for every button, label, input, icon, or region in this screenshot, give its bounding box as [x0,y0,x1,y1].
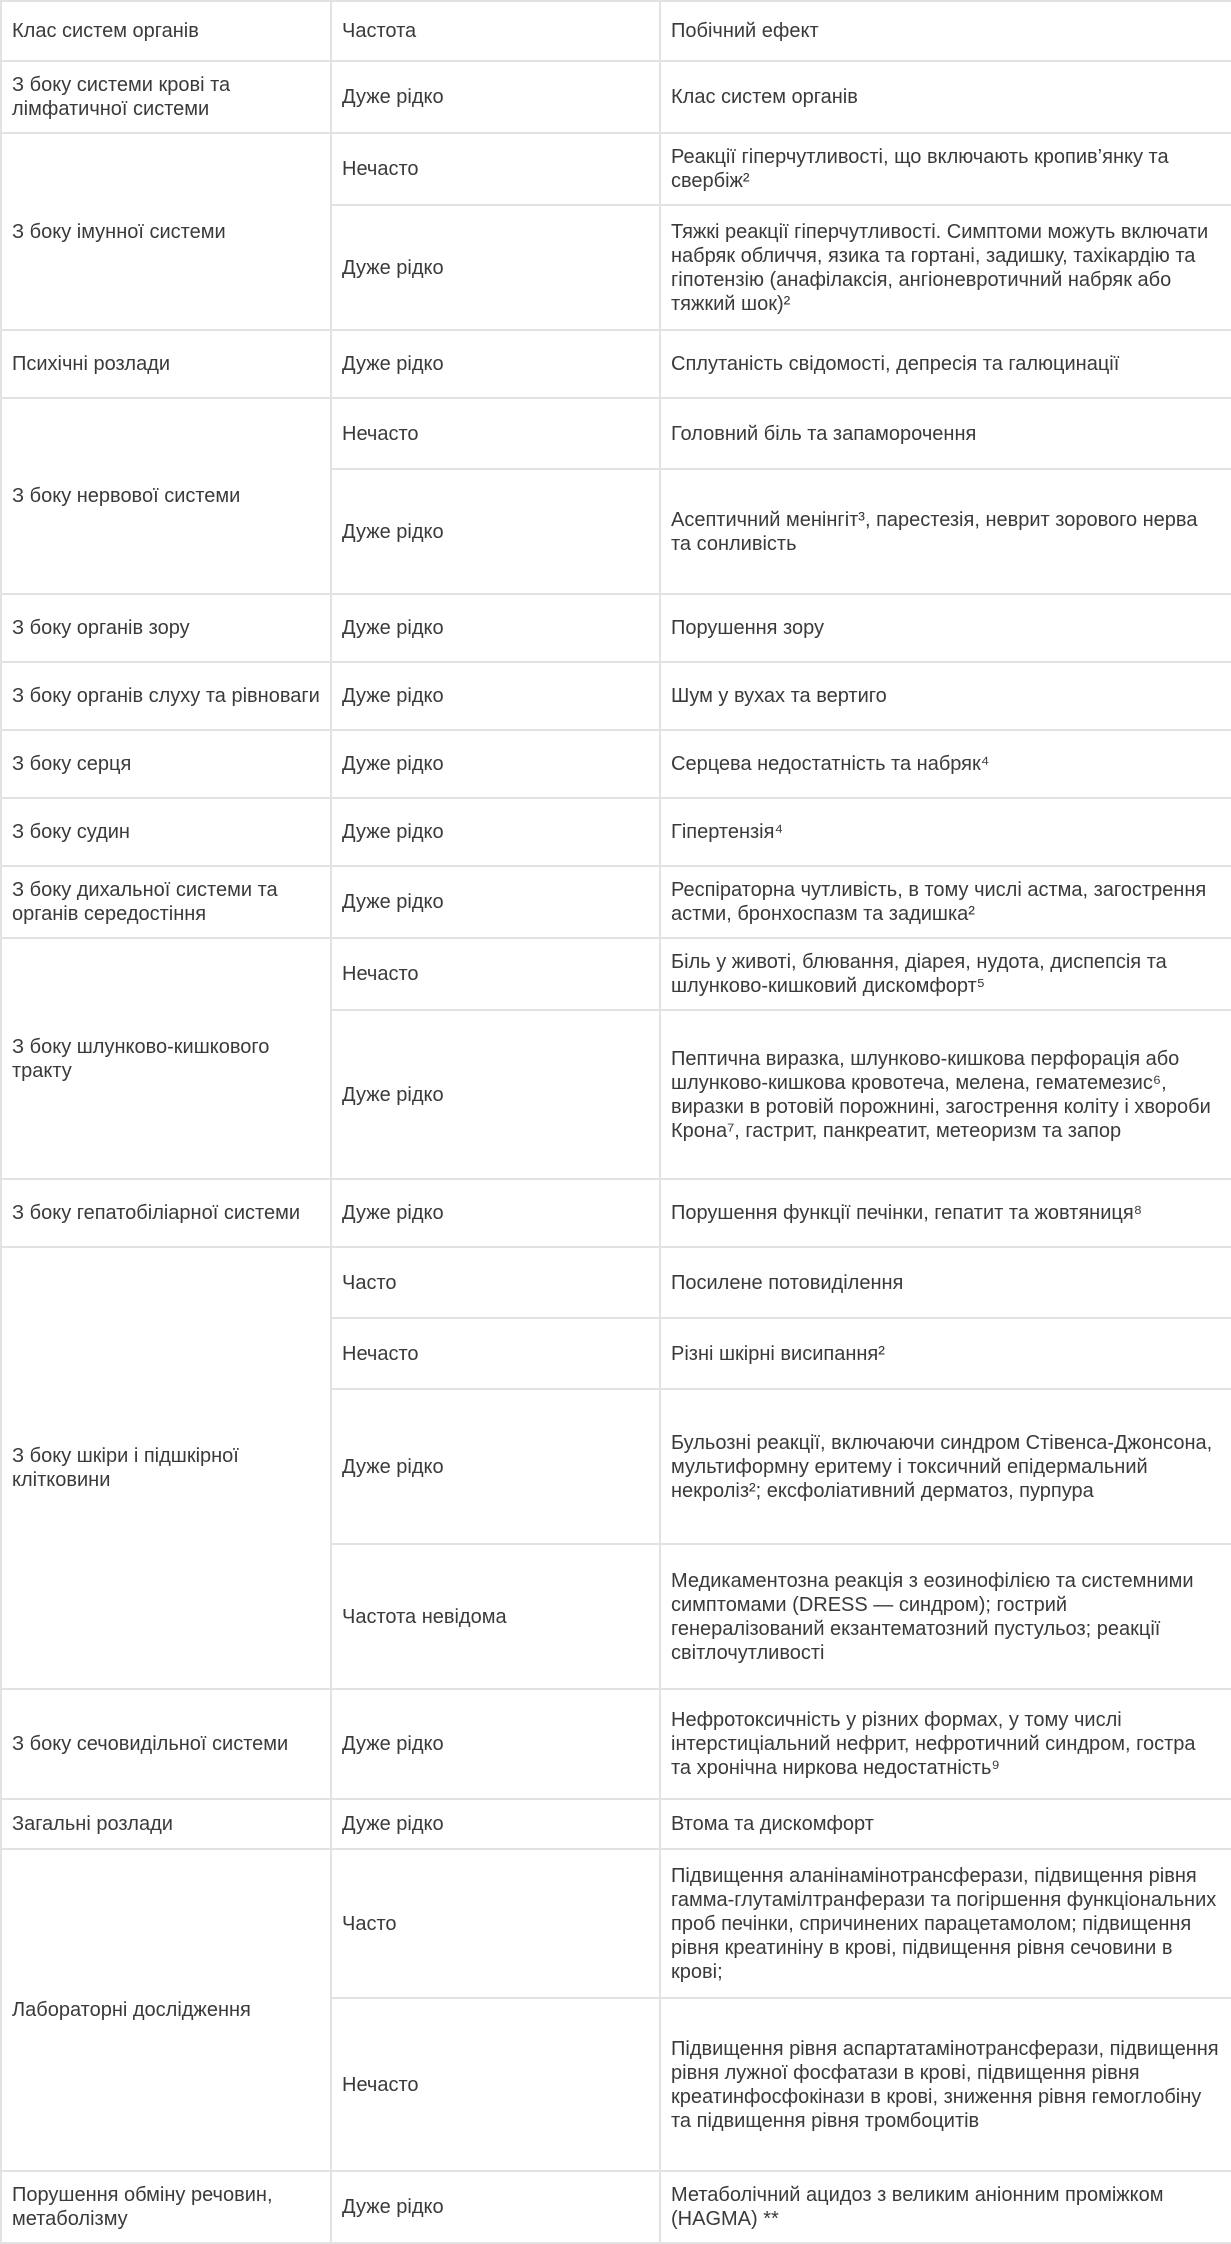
frequency-cell: Дуже рідко [331,594,660,662]
organ-class-cell: З боку шлунково-кишкового тракту [1,938,331,1179]
side-effect-cell: Пептична виразка, шлунково-кишкова перфорація або шлунково-кишкова кровотеча, мелена, гематемезис⁶, виразки в ротовій порожнині, загострення коліту і хвороби Крона⁷, гастрит, панкреатит, метеоризм та запор [660,1010,1231,1179]
header-organ-class: Клас систем органів [1,1,331,61]
organ-class-cell: З боку системи крові та лімфатичної системи [1,61,331,133]
frequency-cell: Нечасто [331,133,660,205]
table-row [1,730,1231,798]
table-row [1,1247,1231,1318]
frequency-cell: Нечасто [331,398,660,469]
side-effect-cell: Респіраторна чутливість, в тому числі астма, загострення астми, бронхоспазм та задишка² [660,866,1231,938]
side-effect-cell: Порушення функції печінки, гепатит та жовтяниця⁸ [660,1179,1231,1247]
side-effect-cell: Втома та дискомфорт [660,1799,1231,1849]
frequency-cell: Дуже рідко [331,1389,660,1544]
side-effect-cell: Порушення зору [660,594,1231,662]
frequency-cell: Дуже рідко [331,330,660,398]
side-effect-cell: Підвищення рівня аспартатамінотрансферази, підвищення рівня лужної фосфатази в крові, підвищення рівня креатинфосфокінази в крові, зниження рівня гемоглобіну та підвищення рівня тромбоцитів [660,1998,1231,2171]
frequency-cell: Часто [331,1849,660,1998]
side-effect-cell: Гіпертензія⁴ [660,798,1231,866]
side-effect-cell: Бульозні реакції, включаючи синдром Стівенса-Джонсона, мультиформну еритему і токсичний епідермальний некроліз²; ексфоліативний дерматоз, пурпура [660,1389,1231,1544]
organ-class-cell: З боку імунної системи [1,133,331,330]
side-effect-cell: Тяжкі реакції гіперчутливості. Симптоми можуть включати набряк обличчя, язика та гортані, задишку, тахікардію та гіпотензію (анафілаксія, ангіоневротичний набряк або тяжкий шок)² [660,205,1231,330]
organ-class-cell: З боку дихальної системи та органів середостіння [1,866,331,938]
frequency-cell: Частота невідома [331,1544,660,1689]
organ-class-cell: Лабораторні дослідження [1,1849,331,2171]
side-effect-cell: Головний біль та запаморочення [660,398,1231,469]
table-row [1,1179,1231,1247]
frequency-cell: Дуже рідко [331,1179,660,1247]
table-row [1,133,1231,205]
table-row [1,1849,1231,1998]
table-row [1,938,1231,1010]
side-effect-cell: Сплутаність свідомості, депресія та галюцинації [660,330,1231,398]
organ-class-cell: З боку шкіри і підшкірної клітковини [1,1247,331,1689]
table-row [1,1799,1231,1849]
frequency-cell: Нечасто [331,1318,660,1389]
frequency-cell: Дуже рідко [331,866,660,938]
side-effect-cell: Біль у животі, блювання, діарея, нудота, диспепсія та шлунково-кишковий дискомфорт⁵ [660,938,1231,1010]
frequency-cell: Дуже рідко [331,1010,660,1179]
table-row [1,594,1231,662]
organ-class-cell: З боку органів слуху та рівноваги [1,662,331,730]
side-effect-cell: Нефротоксичність у різних формах, у тому числі інтерстиціальний нефрит, нефротичний синдром, гостра та хронічна ниркова недостатність⁹ [660,1689,1231,1799]
side-effect-cell: Підвищення аланінамінотрансферази, підвищення рівня гамма-глутамілтранферази та погіршення функціональних проб печінки, спричинених парацетамолом; підвищення рівня креатиніну в крові, підвищення рівня сечовини в крові; [660,1849,1231,1998]
frequency-cell: Дуже рідко [331,1689,660,1799]
frequency-cell: Часто [331,1247,660,1318]
side-effect-cell: Медикаментозна реакція з еозинофілією та системними симптомами (DRESS — синдром); гострий генералізований екзантематозний пустульоз; реакції світлочутливості [660,1544,1231,1689]
frequency-cell: Дуже рідко [331,798,660,866]
side-effect-cell: Шум у вухах та вертиго [660,662,1231,730]
frequency-cell: Дуже рідко [331,2171,660,2243]
side-effect-cell: Різні шкірні висипання² [660,1318,1231,1389]
frequency-cell: Дуже рідко [331,205,660,330]
organ-class-cell: З боку сечовидільної системи [1,1689,331,1799]
organ-class-cell: Порушення обміну речовин, метаболізму [1,2171,331,2243]
organ-class-cell: Психічні розлади [1,330,331,398]
side-effect-cell: Асептичний менінгіт³, парестезія, неврит зорового нерва та сонливість [660,469,1231,594]
side-effect-cell: Метаболічний ацидоз з великим аніонним проміжком (HAGMA) ** [660,2171,1231,2243]
side-effect-cell: Клас систем органів [660,61,1231,133]
frequency-cell: Нечасто [331,938,660,1010]
table-row [1,662,1231,730]
frequency-cell: Дуже рідко [331,1799,660,1849]
table-row [1,798,1231,866]
organ-class-cell: З боку нервової системи [1,398,331,594]
organ-class-cell: З боку гепатобіліарної системи [1,1179,331,1247]
organ-class-cell: З боку органів зору [1,594,331,662]
frequency-cell: Дуже рідко [331,730,660,798]
frequency-cell: Дуже рідко [331,469,660,594]
table-header-row [1,1,1231,61]
header-frequency: Частота [331,1,660,61]
organ-class-cell: Загальні розлади [1,1799,331,1849]
table-row [1,330,1231,398]
side-effect-cell: Посилене потовиділення [660,1247,1231,1318]
frequency-cell: Нечасто [331,1998,660,2171]
side-effect-cell: Реакції гіперчутливості, що включають кропив’янку та свербіж² [660,133,1231,205]
table-row [1,866,1231,938]
frequency-cell: Дуже рідко [331,662,660,730]
organ-class-cell: З боку серця [1,730,331,798]
organ-class-cell: З боку судин [1,798,331,866]
header-side-effect: Побічний ефект [660,1,1231,61]
table-row [1,2171,1231,2243]
side-effect-cell: Серцева недостатність та набряк⁴ [660,730,1231,798]
table-row [1,398,1231,469]
table-row [1,1689,1231,1799]
frequency-cell: Дуже рідко [331,61,660,133]
table-row [1,61,1231,133]
